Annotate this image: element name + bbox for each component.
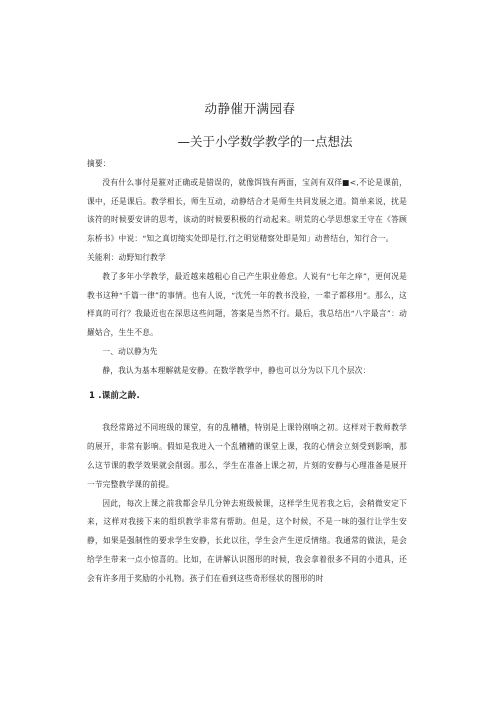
keywords-line: 关能利：动野知行教学	[87, 252, 166, 262]
paragraph-waiting-class: 因此，每次上课之前我都会早几分钟去班级候课，这样学生见若我之后，会稍微安定下来，这样对我接下来的组织教学非常有帮助。但是，这个时候，不是一味的强行让学生安静，如果是强制性的要求学生安静，长此以往，学生会产生逆反情绪。我通常的做法，是会给学生带来一点小惊喜的。比如，在讲解认识图形的时候，我会拿着很多不同的小道具，还会有许多用于奖励的小礼物。孩子们在看到这些奇形怪状的图形的时	[87, 498, 407, 583]
document-body	[87, 155, 407, 589]
abstract-label: 摘要：	[87, 159, 111, 168]
abstract-paragraph: 没有什么事付是箍对正确或是错误的，就像饵钱有两面，宝剑有双徉■<,不论是课前，课中，还是课后。教学相长，师生互动，动静结合才是师生共同发展之道。简单来说，扰是该符的时候要安讲的思考，该动的时候要积极的行动起来。明荒的心学思想家王守在《答顾东桥书》中说：“知之真切绮实处即是行,行之明觉精察处即是知」动普结台，知行合一。	[87, 177, 407, 244]
subsection-heading: 1 .课前之龄.	[89, 390, 140, 401]
paragraph-static-levels: 静，我认为基本理解就是安静。在数学教学中，静也可以分为以下几个层次：	[102, 365, 371, 375]
document-title: 动静催开满园春	[204, 101, 296, 116]
section-heading: 一、动以静为先	[102, 346, 158, 356]
document-subtitle: —关于小学数学教学的一点想法	[177, 134, 353, 149]
paragraph-intro: 教了多年小学教学，最近越来越粗心自己产生职业倦怠。人说有“七年之痒”，更何况是教书这种“千篇一律”的事情。也有人说，“沈凭一年的教书没验，一辈子都移用“。那么，这样真的可行？我最近也在深思这些问题，答案是当然不行。最后，我总结出“八字最言”：动羅姑合，生生不息。	[87, 271, 407, 338]
paragraph-before-class: 我经常路过不同班级的课堂，有的乱糟糟，特别是上课铃刚响之初。这样对于教师教学的展开，非常有影响。假如是我进入一个乱糟糟的课堂上课，我的心情会立刻受到影响，那么这节课的教学效果就会削弱。那么，学生在准备上课之初，片刻的安静与心理准备是展开一节完整教学课的前提。	[87, 423, 407, 489]
